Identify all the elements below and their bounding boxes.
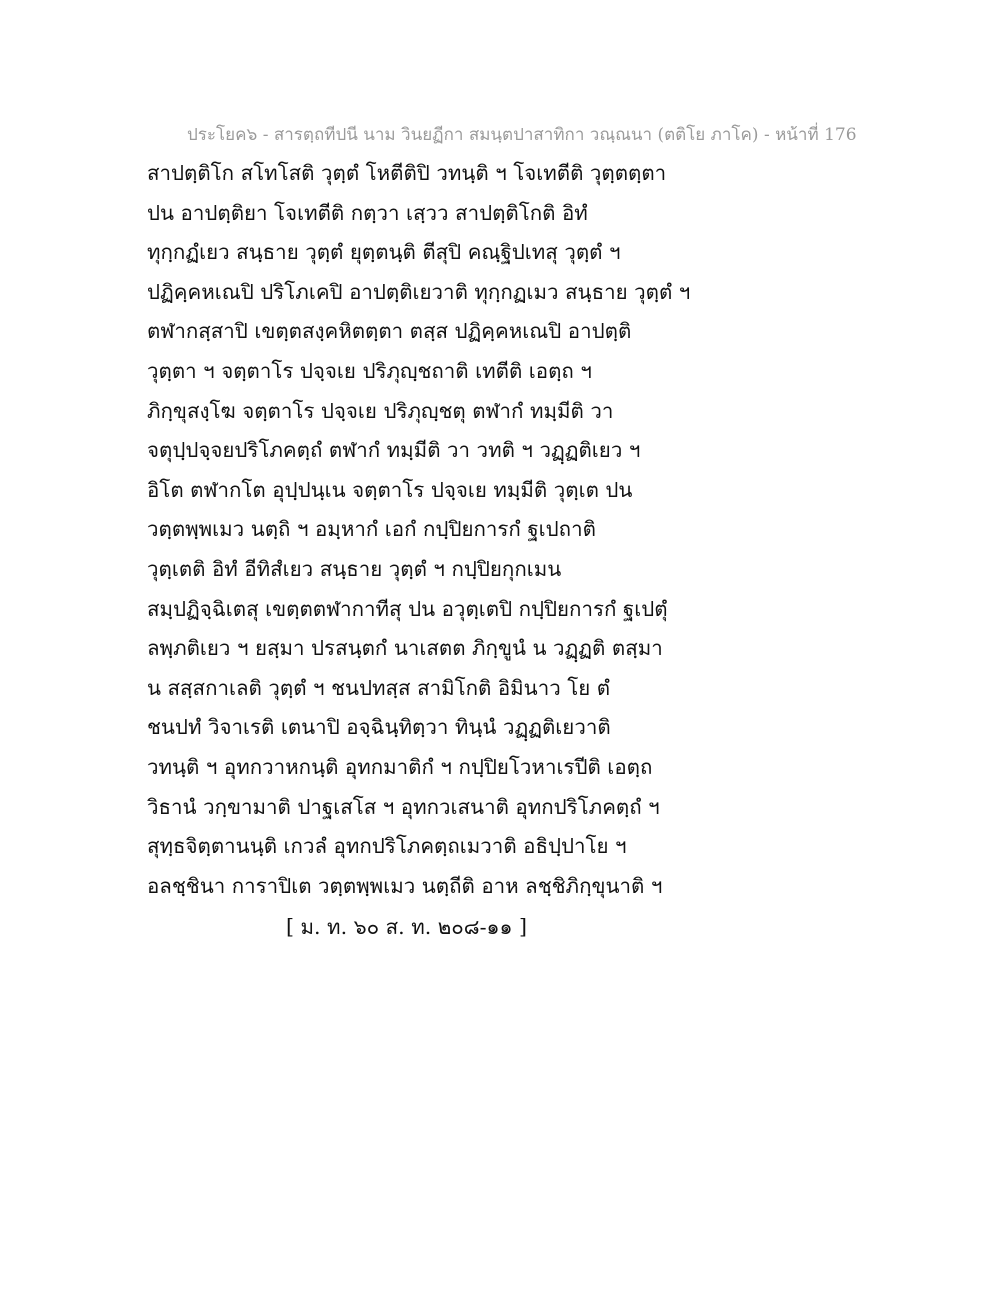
text-line: ทุกฺกฏํเยว สนฺธาย วุตฺตํ ยุตฺตนฺติ ตีสุปิ คณฺฐิปเทสุ วุตฺตํ ฯ bbox=[147, 240, 621, 265]
text-line: สมฺปฏิจฺฉิเตสุ เขตฺตตฬากาทีสุ ปน อวุตฺเตปิ กปฺปิยการกํ ฐเปตุํ bbox=[147, 596, 668, 621]
text-line: วตฺตพฺพเมว นตฺถิ ฯ อมฺหากํ เอกํ กปฺปิยการกํ ฐเปถาติ bbox=[147, 517, 596, 542]
text-line: ปน อาปตฺติยา โจเทตีติ กตฺวา เสฺวว สาปตฺติโกติ อิทํ bbox=[147, 200, 588, 225]
text-line: อิโต ตฬากโต อุปฺปนฺเน จตฺตาโร ปจฺจเย ทมฺมีติ วุตฺเต ปน bbox=[147, 477, 633, 502]
text-line: วิธานํ วกฺขามาติ ปาฐเสโส ฯ อุทกวเสนาติ อุทกปริโภคตฺถํ ฯ bbox=[147, 794, 660, 819]
text-line: วุตฺตา ฯ จตฺตาโร ปจฺจเย ปริภุญฺชถาติ เทตีติ เอตฺถ ฯ bbox=[147, 358, 592, 383]
text-line: อลชฺชินา การาปิเต วตฺตพฺพเมว นตฺถีติ อาห ลชฺชิภิกฺขุนาติ ฯ bbox=[147, 873, 663, 898]
text-line: สาปตฺติโก สโทโสติ วุตฺตํ โหตีติปิ วทนฺติ ฯ โจเทตีติ วุตฺตตฺตา bbox=[147, 161, 667, 185]
text-line: ปฏิคฺคหเณปิ ปริโภเคปิ อาปตฺติเยวาติ ทุกฺกฏเมว สนฺธาย วุตฺตํ ฯ bbox=[147, 279, 691, 304]
text-line: ตฬากสฺสาปิ เขตฺตสงฺคหิตตฺตา ตสฺส ปฏิคฺคหเณปิ อาปตฺติ bbox=[147, 319, 632, 344]
body-text bbox=[147, 157, 707, 909]
text-line: วุตฺเตติ อิทํ อีทิสํเยว สนฺธาย วุตฺตํ ฯ กปฺปิยกุกเมน bbox=[147, 556, 562, 581]
text-line: ภิกฺขุสงฺโฆ จตฺตาโร ปจฺจเย ปริภุญฺชตุ ตฬากํ ทมฺมีติ วา bbox=[147, 398, 614, 423]
text-line: จตุปฺปจฺจยปริโภคตฺถํ ตฬากํ ทมฺมีติ วา วทติ ฯ วฏฺฏติเยว ฯ bbox=[147, 438, 641, 463]
citation-reference: [ ม. ท. ๖๐ ส. ท. ๒๐๘-๑๑ ] bbox=[286, 915, 528, 939]
text-line: ลพฺภติเยว ฯ ยสฺมา ปรสนฺตกํ นาเสตต ภิกฺขูนํ น วฏฺฏติ ตสฺมา bbox=[147, 636, 663, 661]
text-line: ชนปทํ วิจาเรติ เตนาปิ อจฺฉินฺทิตฺวา ทินฺนํ วฏฺฏติเยวาติ bbox=[147, 715, 611, 740]
text-line: สุทฺธจิตฺตานนฺติ เกวลํ อุทกปริโภคตฺถเมวาติ อธิปฺปาโย ฯ bbox=[147, 834, 627, 859]
text-line: น สสฺสกาเลติ วุตฺตํ ฯ ชนปทสฺส สามิโกติ อิมินาว โย ตํ bbox=[147, 675, 611, 700]
text-line: วทนฺติ ฯ อุทกวาหกนฺติ อุทกมาติกํ ฯ กปฺปิยโวหาเรปีติ เอตฺถ bbox=[147, 754, 653, 779]
page-header: ประโยค๖ - สารตฺถทีปนี นาม วินยฏีกา สมนฺตปาสาทิกา วณฺณนา (ตติโย ภาโค) - หน้าที่ 176 bbox=[187, 125, 857, 145]
